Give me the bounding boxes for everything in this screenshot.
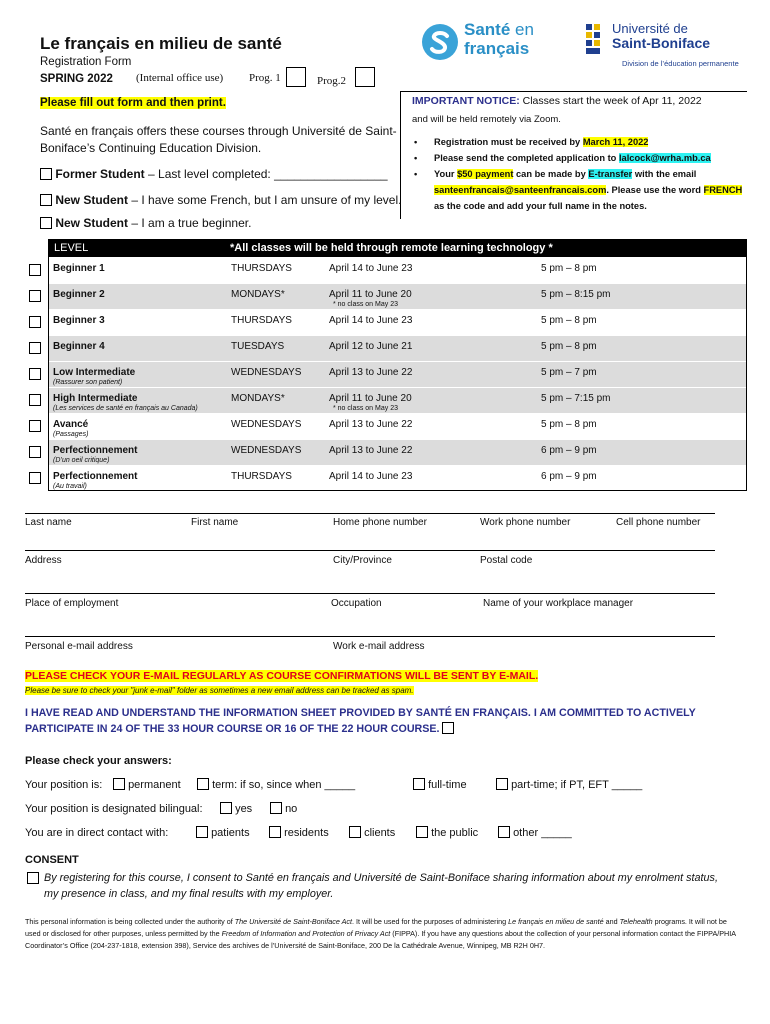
- level-dates: April 13 to June 22: [329, 445, 413, 456]
- level-day: WEDNESDAYS: [231, 367, 302, 378]
- clients-checkbox[interactable]: [349, 826, 361, 838]
- level-name: Beginner 1: [53, 263, 105, 274]
- work-phone-field[interactable]: Work phone number: [480, 517, 571, 528]
- level-column-header: LEVEL: [54, 242, 89, 254]
- cell-phone-field[interactable]: Cell phone number: [616, 517, 701, 528]
- usb-crest-icon: [584, 22, 608, 56]
- permanent-option[interactable]: permanent: [113, 778, 181, 791]
- level-name: Perfectionnement: [53, 471, 138, 482]
- former-student-option[interactable]: Former Student – Last level completed: _________________: [40, 167, 388, 181]
- field-line: [25, 550, 715, 551]
- level-dates: April 12 to June 21: [329, 341, 413, 352]
- level-dates: April 11 to June 20: [329, 289, 412, 300]
- city-province-field[interactable]: City/Province: [333, 555, 392, 566]
- level-checkbox[interactable]: [29, 368, 41, 380]
- new-student-beginner-checkbox[interactable]: [40, 217, 52, 229]
- public-option[interactable]: the public: [416, 826, 478, 839]
- remote-note-header: *All classes will be held through remote learning technology *: [230, 242, 553, 254]
- prog2-box[interactable]: [355, 67, 375, 87]
- level-day: MONDAYS*: [231, 289, 285, 300]
- intro-text: Santé en français offers these courses through Université de Saint-Boniface’s Continuing Education Division.: [40, 124, 397, 155]
- level-day: THURSDAYS: [231, 471, 292, 482]
- level-row[interactable]: [48, 335, 747, 362]
- level-row[interactable]: [48, 257, 747, 284]
- level-row[interactable]: [48, 309, 747, 336]
- sante-logo: Santé en français: [420, 20, 545, 65]
- clients-option[interactable]: clients: [349, 826, 395, 839]
- other-checkbox[interactable]: [498, 826, 510, 838]
- level-note: * no class on May 23: [333, 405, 398, 412]
- level-checkbox[interactable]: [29, 394, 41, 406]
- bilingual-yes-option[interactable]: yes: [220, 802, 252, 815]
- level-name: High Intermediate: [53, 393, 138, 404]
- address-field[interactable]: Address: [25, 555, 62, 566]
- season-label: SPRING 2022: [40, 73, 113, 85]
- residents-checkbox[interactable]: [269, 826, 281, 838]
- bilingual-no-option[interactable]: no: [270, 802, 297, 815]
- notice-zoom: and will be held remotely via Zoom.: [412, 114, 561, 125]
- page-title: Le français en milieu de santé: [40, 34, 282, 53]
- level-checkbox[interactable]: [29, 420, 41, 432]
- form-subtitle: Registration Form: [40, 56, 132, 68]
- new-student-unsure-option[interactable]: New Student – I have some French, but I am unsure of my level.: [40, 193, 401, 207]
- level-day: TUESDAYS: [231, 341, 285, 352]
- bilingual-yes-checkbox[interactable]: [220, 802, 232, 814]
- manager-field[interactable]: Name of your workplace manager: [483, 598, 634, 609]
- consent-text: By registering for this course, I consent to Santé en français and Université de Saint-Boniface sharing information about my enrolment status, my presence in class, and my final results with my employer.: [44, 872, 718, 900]
- consent-checkbox[interactable]: [27, 869, 39, 887]
- level-time: 6 pm – 9 pm: [541, 445, 597, 456]
- level-subtitle: (D’un oeil critique): [53, 457, 110, 464]
- level-name: Avancé: [53, 419, 89, 430]
- work-email-field[interactable]: Work e-mail address: [333, 641, 425, 652]
- patients-option[interactable]: patients: [196, 826, 250, 839]
- level-name: Beginner 4: [53, 341, 105, 352]
- level-time: 5 pm – 8 pm: [541, 341, 597, 352]
- field-line: [25, 593, 715, 594]
- personal-email-field[interactable]: Personal e-mail address: [25, 641, 133, 652]
- last-name-field[interactable]: Last name: [25, 517, 72, 528]
- patients-checkbox[interactable]: [196, 826, 208, 838]
- level-time: 5 pm – 8:15 pm: [541, 289, 611, 300]
- employment-field[interactable]: Place of employment: [25, 598, 119, 609]
- residents-option[interactable]: residents: [269, 826, 329, 839]
- field-line: [25, 513, 715, 514]
- contact-label: You are in direct contact with:: [25, 827, 169, 839]
- bilingual-label: Your position is designated bilingual:: [25, 803, 203, 815]
- levels-table: [23, 239, 748, 490]
- level-dates: April 13 to June 22: [329, 419, 413, 430]
- level-day: MONDAYS*: [231, 393, 285, 404]
- fulltime-option[interactable]: full-time: [413, 778, 467, 791]
- commitment-checkbox[interactable]: [442, 722, 454, 734]
- parttime-option[interactable]: part-time; if PT, EFT _____: [496, 778, 642, 791]
- level-checkbox[interactable]: [29, 342, 41, 354]
- level-checkbox[interactable]: [29, 446, 41, 458]
- check-email-warning: PLEASE CHECK YOUR E-MAIL REGULARLY AS COURSE CONFIRMATIONS WILL BE SENT BY E-MAIL.: [25, 670, 539, 682]
- field-line: [25, 636, 715, 637]
- level-day: WEDNESDAYS: [231, 419, 302, 430]
- level-name: Beginner 3: [53, 315, 105, 326]
- level-subtitle: (Passages): [53, 431, 89, 438]
- level-time: 5 pm – 8 pm: [541, 419, 597, 430]
- level-dates: April 14 to June 23: [329, 471, 413, 482]
- level-checkbox[interactable]: [29, 472, 41, 484]
- level-name: Perfectionnement: [53, 445, 138, 456]
- bilingual-no-checkbox[interactable]: [270, 802, 282, 814]
- occupation-field[interactable]: Occupation: [331, 598, 382, 609]
- former-student-checkbox[interactable]: [40, 168, 52, 180]
- prog2-label: Prog.2: [317, 75, 347, 87]
- level-subtitle: (Rassurer son patient): [53, 379, 123, 386]
- level-name: Low Intermediate: [53, 367, 136, 378]
- level-subtitle: (Au travail): [53, 483, 87, 490]
- answers-heading: Please check your answers:: [25, 755, 172, 767]
- level-row[interactable]: [48, 439, 747, 466]
- position-label: Your position is:: [25, 779, 103, 791]
- parttime-checkbox[interactable]: [496, 778, 508, 790]
- other-option[interactable]: other _____: [498, 826, 572, 839]
- level-time: 5 pm – 8 pm: [541, 263, 597, 274]
- level-note: * no class on May 23: [333, 301, 398, 308]
- first-name-field[interactable]: First name: [191, 517, 239, 528]
- commitment-statement: I HAVE READ AND UNDERSTAND THE INFORMATION SHEET PROVIDED BY SANTÉ EN FRANÇAIS. I AM COMMITTED TO ACTIVELY PARTICIPATE IN 24 OF THE 33 HOUR COURSE OR 16 OF THE 22 HOUR COURSE.: [25, 707, 696, 735]
- level-checkbox[interactable]: [29, 316, 41, 328]
- prog1-label: Prog. 1: [249, 72, 281, 84]
- level-dates: April 11 to June 20: [329, 393, 412, 404]
- level-checkbox[interactable]: [29, 290, 41, 302]
- level-row[interactable]: [48, 465, 747, 492]
- new-student-beginner-option[interactable]: New Student – I am a true beginner.: [40, 216, 251, 230]
- usb-logo: Université de Saint-Boniface Division de l’éducation permanente: [584, 22, 764, 72]
- fill-out-note: Please fill out form and then print.: [40, 97, 226, 109]
- postal-code-field[interactable]: Postal code: [480, 555, 533, 566]
- level-day: WEDNESDAYS: [231, 445, 302, 456]
- levels-table-header: [48, 239, 747, 257]
- office-use-label: (Internal office use): [136, 72, 224, 84]
- level-row[interactable]: [48, 283, 747, 310]
- permanent-checkbox[interactable]: [113, 778, 125, 790]
- level-time: 5 pm – 7:15 pm: [541, 393, 611, 404]
- level-row[interactable]: [48, 387, 747, 414]
- term-option[interactable]: term: if so, since when _____: [197, 778, 355, 791]
- home-phone-field[interactable]: Home phone number: [333, 517, 427, 528]
- level-subtitle: (Les services de santé en français au Canada): [53, 405, 198, 412]
- important-notice: IMPORTANT NOTICE: Classes start the week of Apr 11, 2022: [412, 95, 702, 107]
- level-day: THURSDAYS: [231, 263, 292, 274]
- level-dates: April 14 to June 23: [329, 263, 413, 274]
- notice-bullets: • Registration must be received by March 11, 2022 • Please send the completed application to lalcock@wrha.mb.ca • Your $50 payment can be made by E-transfer with the email santeenfrancais@santeenfrancais.com. Please use the word FRENCH as the code and add your full name in the notes.: [414, 137, 743, 211]
- fulltime-checkbox[interactable]: [413, 778, 425, 790]
- term-checkbox[interactable]: [197, 778, 209, 790]
- privacy-footer: This personal information is being collected under the authority of The Université de Saint-Boniface Act. It will be used for the purposes of administering Le français en milieu de santé and Telehealth programs. It will not be used or disclosed for other purposes, unless permitted by the Freedom of Information and Protection of Privacy Act (FIPPA). If you have any questions about the collection of your personal information contact the FIPPA/PHIA Coordinator’s Office (204-237-1818, extension 398), Service des archives de l’Université de Saint-Boniface, 200 De la Cathédrale Avenue, Winnipeg, MB R2H 0H7.: [25, 917, 736, 950]
- level-checkbox[interactable]: [29, 264, 41, 276]
- notice-top-line: [400, 91, 747, 92]
- public-checkbox[interactable]: [416, 826, 428, 838]
- level-time: 5 pm – 8 pm: [541, 315, 597, 326]
- level-name: Beginner 2: [53, 289, 105, 300]
- level-row[interactable]: [48, 413, 747, 440]
- prog1-box[interactable]: [286, 67, 306, 87]
- level-dates: April 14 to June 23: [329, 315, 413, 326]
- sante-logo-icon: [420, 22, 460, 62]
- level-dates: April 13 to June 22: [329, 367, 413, 378]
- level-time: 6 pm – 9 pm: [541, 471, 597, 482]
- level-time: 5 pm – 7 pm: [541, 367, 597, 378]
- level-day: THURSDAYS: [231, 315, 292, 326]
- junk-mail-note: Please be sure to check your "junk e-mail" folder as sometimes a new email address can be tracked as spam.: [25, 686, 414, 695]
- new-student-unsure-checkbox[interactable]: [40, 194, 52, 206]
- level-row[interactable]: [48, 361, 747, 388]
- consent-heading: CONSENT: [25, 854, 79, 866]
